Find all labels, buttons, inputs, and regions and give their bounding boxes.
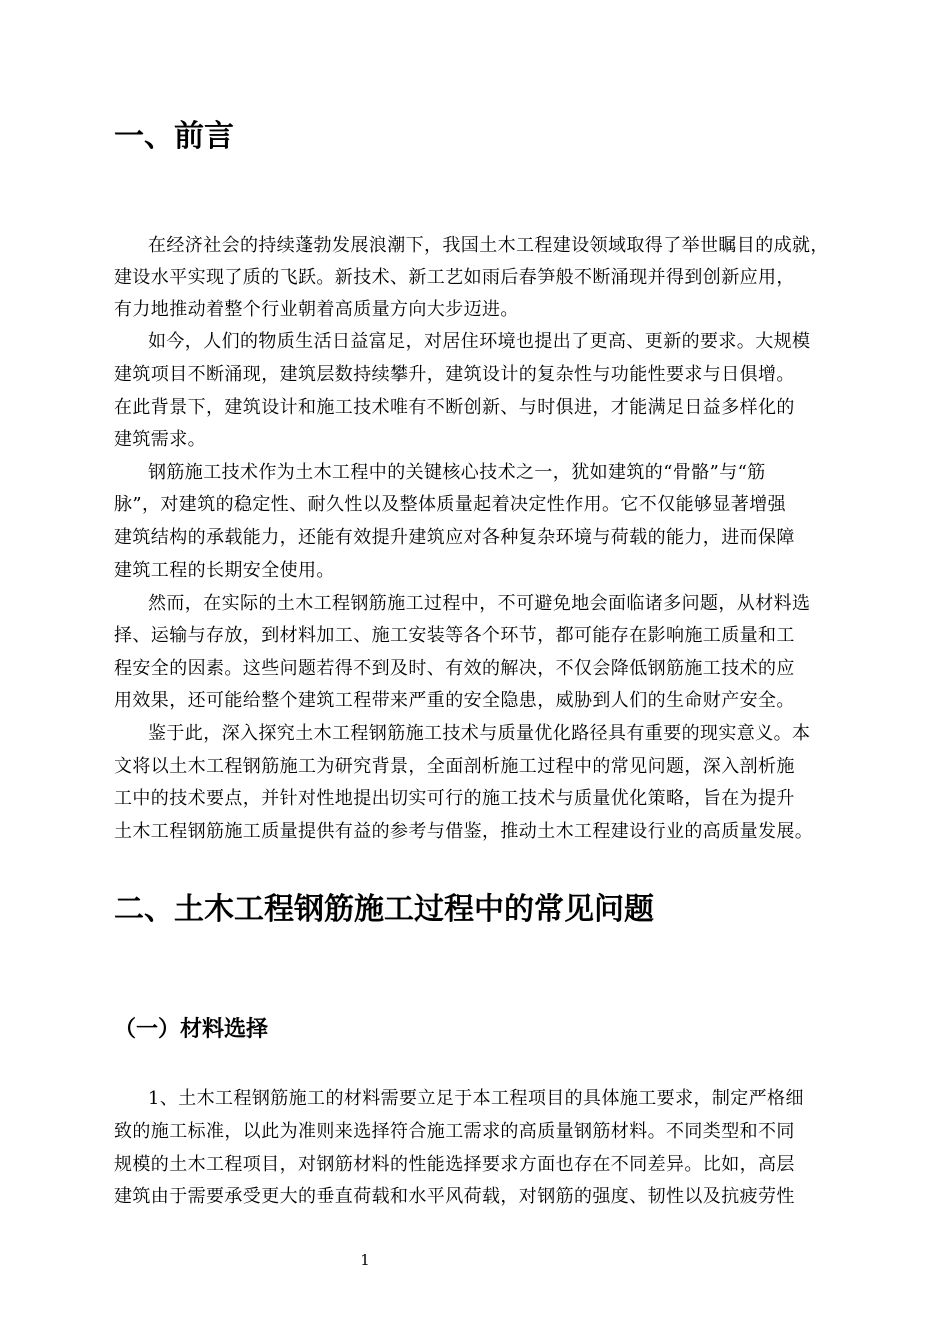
paragraph-line: 建筑结构的承载能力，还能有效提升建筑应对各种复杂环境与荷载的能力，进而保障 — [114, 527, 795, 548]
paragraph-line: 程安全的因素。这些问题若得不到及时、有效的解决，不仅会降低钢筋施工技术的应 — [114, 658, 795, 679]
paragraph-line: 建筑由于需要承受更大的垂直荷载和水平风荷载，对钢筋的强度、韧性以及抗疲劳性 — [114, 1186, 795, 1207]
paragraph-line: 用效果，还可能给整个建筑工程带来严重的安全隐患，威胁到人们的生命财产安全。 — [114, 690, 795, 711]
paragraph-line: 规模的土木工程项目，对钢筋材料的性能选择要求方面也存在不同差异。比如，高层 — [114, 1154, 795, 1175]
heading-preface: 一、前言 — [114, 119, 234, 154]
paragraph-line: 建设水平实现了质的飞跃。新技术、新工艺如雨后春笋般不断涌现并得到创新应用， — [114, 267, 795, 288]
paragraph-line: 在此背景下，建筑设计和施工技术唯有不断创新、与时俱进，才能满足日益多样化的 — [114, 397, 795, 418]
paragraph-line: 文将以土木工程钢筋施工为研究背景，全面剖析施工过程中的常见问题，深入剖析施 — [114, 756, 795, 777]
paragraph-line: 工中的技术要点，并针对性地提出切实可行的施工技术与质量优化策略，旨在为提升 — [114, 788, 795, 809]
paragraph-line: 择、运输与存放，到材料加工、施工安装等各个环节，都可能存在影响施工质量和工 — [114, 625, 795, 646]
paragraph-line: 建筑工程的长期安全使用。 — [114, 560, 335, 581]
paragraph-line: 有力地推动着整个行业朝着高质量方向大步迈进。 — [114, 299, 519, 320]
paragraph-line: 建筑需求。 — [114, 429, 206, 450]
paragraph-line: 如今，人们的物质生活日益富足，对居住环境也提出了更高、更新的要求。大规模 — [148, 331, 811, 352]
paragraph-line: 土木工程钢筋施工质量提供有益的参考与借鉴，推动土木工程建设行业的高质量发展。 — [114, 821, 814, 842]
paragraph-line: 建筑项目不断涌现，建筑层数持续攀升，建筑设计的复杂性与功能性要求与日俱增。 — [114, 364, 795, 385]
paragraph-line: 1、土木工程钢筋施工的材料需要立足于本工程项目的具体施工要求，制定严格细 — [148, 1088, 804, 1109]
paragraph-line: 钢筋施工技术作为土木工程中的关键核心技术之一，犹如建筑的“骨骼”与“筋 — [148, 462, 766, 483]
heading-common-problems: 二、土木工程钢筋施工过程中的常见问题 — [114, 892, 654, 927]
subheading-material-selection: （一）材料选择 — [114, 1017, 269, 1042]
paragraph-line: 脉”，对建筑的稳定性、耐久性以及整体质量起着决定性作用。它不仅能够显著增强 — [114, 494, 786, 515]
page-number: 1 — [360, 1251, 370, 1269]
paragraph-line: 然而，在实际的土木工程钢筋施工过程中，不可避免地会面临诸多问题，从材料选 — [148, 593, 811, 614]
paragraph-line: 致的施工标准，以此为准则来选择符合施工需求的高质量钢筋材料。不同类型和不同 — [114, 1121, 795, 1142]
paragraph-line: 在经济社会的持续蓬勃发展浪潮下，我国土木工程建设领域取得了举世瞩目的成就， — [148, 235, 829, 256]
paragraph-line: 鉴于此，深入探究土木工程钢筋施工技术与质量优化路径具有重要的现实意义。本 — [148, 723, 811, 744]
